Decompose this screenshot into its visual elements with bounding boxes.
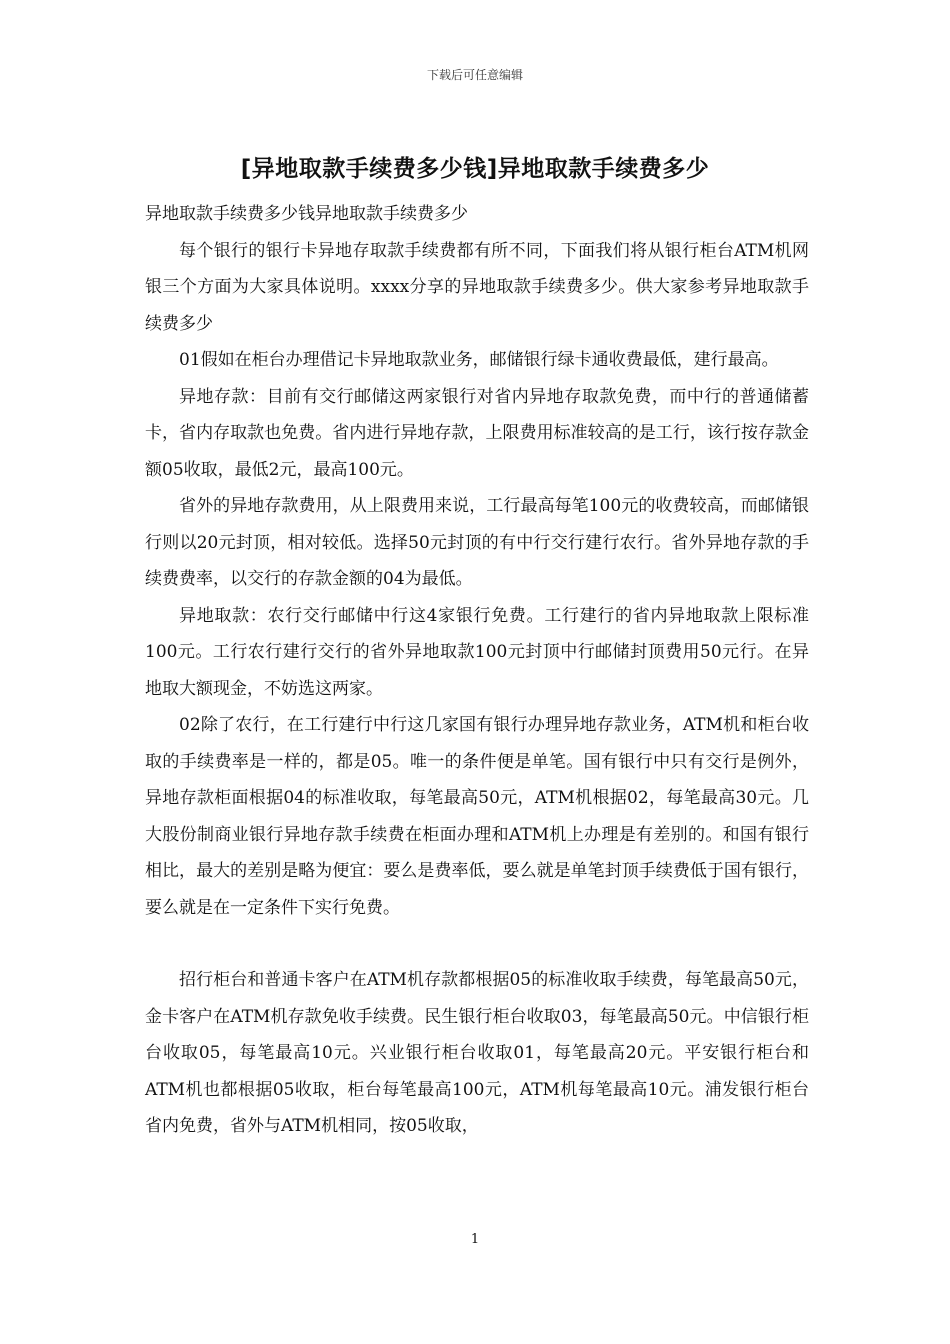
page-number: 1 (470, 1232, 480, 1247)
body-paragraph: 省外的异地存款费用，从上限费用来说，工行最高每笔100元的收费较高，而邮储银行则以20元封顶，相对较低。选择50元封顶的有中行交行建行农行。省外异地存款的手续费费率，以交行的存款金额的04为最低。 (145, 496, 809, 589)
body-paragraph: 01假如在柜台办理借记卡异地取款业务，邮储银行绿卡通收费最低，建行最高。 (179, 350, 779, 370)
document-body (145, 196, 809, 1145)
header-note: 下载后可任意编辑 (426, 68, 523, 82)
body-paragraph: 02除了农行，在工行建行中行这几家国有银行办理异地存款业务，ATM机和柜台收取的手续费率是一样的，都是05。唯一的条件便是单笔。国有银行中只有交行是例外，异地存款柜面根据04的标准收取，每笔最高50元，ATM机根据02，每笔最高30元。几大股份制商业银行异地存款手续费在柜面办理和ATM机上办理是有差别的。和国有银行相比，最大的差别是略为便宜：要么是费率低，要么就是单笔封顶手续费低于国有银行，要么就是在一定条件下实行免费。 (145, 715, 809, 918)
subtitle-paragraph: 异地取款手续费多少钱异地取款手续费多少 (145, 204, 468, 224)
body-paragraph: 招行柜台和普通卡客户在ATM机存款都根据05的标准收取手续费，每笔最高50元，金卡客户在ATM机存款免收手续费。民生银行柜台收取03，每笔最高50元。中信银行柜台收取05，每笔最高10元。兴业银行柜台收取01，每笔最高20元。平安银行柜台和ATM机也都根据05收取，柜台每笔最高100元，ATM机每笔最高10元。浦发银行柜台省内免费，省外与ATM机相同，按05收取， (145, 970, 809, 1136)
document-title: [异地取款手续费多少钱]异地取款手续费多少 (240, 156, 710, 182)
body-paragraph: 异地取款：农行交行邮储中行这4家银行免费。工行建行的省内异地取款上限标准100元。工行农行建行交行的省外异地取款100元封顶中行邮储封顶费用50元行。在异地取大额现金，不妨选这两家。 (145, 605, 809, 699)
body-paragraph: 每个银行的银行卡异地存取款手续费都有所不同，下面我们将从银行柜台ATM机网银三个方面为大家具体说明。xxxx分享的异地取款手续费多少。供大家参考异地取款手续费多少 (145, 240, 809, 334)
body-paragraph: 异地存款：目前有交行邮储这两家银行对省内异地存取款免费，而中行的普通储蓄卡，省内存取款也免费。省内进行异地存款，上限费用标准较高的是工行，该行按存款金额05收取，最低2元，最高100元。 (145, 386, 809, 480)
